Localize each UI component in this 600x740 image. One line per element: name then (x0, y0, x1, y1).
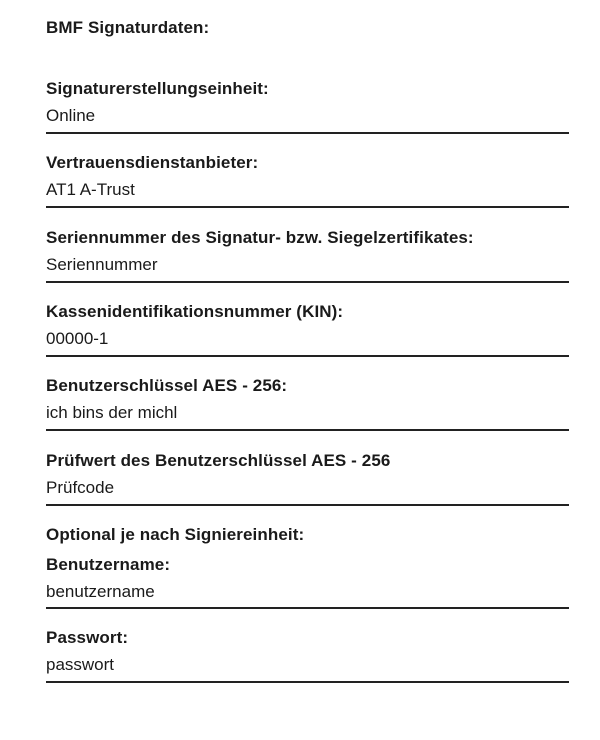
field-label: Seriennummer des Signatur- bzw. Siegelzertifikates: (46, 228, 474, 247)
field-trust-provider (46, 152, 569, 201)
field-label: Signaturerstellungseinheit: (46, 79, 269, 98)
field-value: 00000-1 (46, 329, 109, 348)
field-value: Seriennummer (46, 255, 158, 274)
divider (46, 206, 569, 208)
field-user-key-checksum (46, 450, 569, 499)
divider (46, 355, 569, 357)
field-password (46, 627, 569, 676)
username-value: benutzername (46, 582, 155, 601)
password-value: passwort (46, 655, 115, 674)
field-user-key (46, 375, 569, 424)
field-value: Online (46, 106, 96, 125)
divider (46, 132, 569, 134)
optional-heading: Optional je nach Signiereinheit: (46, 525, 305, 544)
page-title: BMF Signaturdaten: (46, 18, 210, 37)
divider (46, 607, 569, 609)
username-label: Benutzername: (46, 555, 171, 574)
field-label: Benutzerschlüssel AES - 256: (46, 376, 288, 395)
optional-section (46, 524, 569, 603)
field-label: Vertrauensdienstanbieter: (46, 153, 259, 172)
field-value: AT1 A-Trust (46, 180, 135, 199)
field-signature-unit (46, 78, 569, 127)
password-label: Passwort: (46, 628, 129, 647)
divider (46, 281, 569, 283)
field-value: ich bins der michl (46, 403, 178, 422)
divider (46, 681, 569, 683)
field-certificate-serial (46, 227, 569, 276)
divider (46, 504, 569, 506)
field-value: Prüfcode (46, 478, 115, 497)
divider (46, 429, 569, 431)
field-label: Prüfwert des Benutzerschlüssel AES - 256 (46, 451, 391, 470)
field-cash-register-id (46, 301, 569, 350)
field-label: Kassenidentifikationsnummer (KIN): (46, 302, 344, 321)
